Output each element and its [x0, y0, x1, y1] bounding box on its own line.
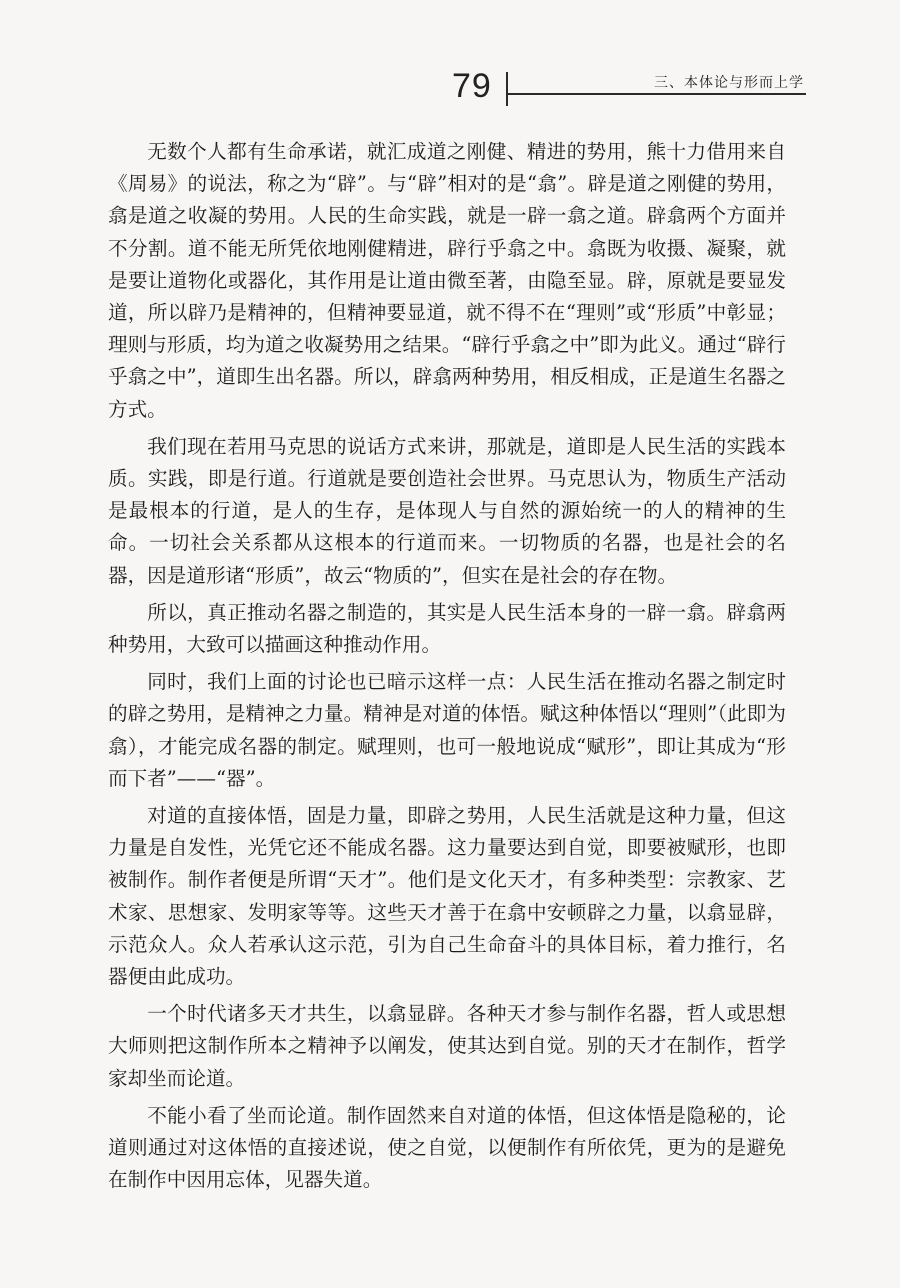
paragraph-3: 所以，真正推动名器之制造的，其实是人民生活本身的一辟一翕。辟翕两种势用，大致可以描画这种推动作用。: [108, 600, 786, 657]
paragraph-5: 对道的直接体悟，固是力量，即辟之势用，人民生活就是这种力量，但这力量是自发性，光凭它还不能成名器。这力量要达到自觉，即要被赋形，也即被制作。制作者便是所谓“天才”。他们是文化天才，有多种类型：宗教家、艺术家、思想家、发明家等等。这些天才善于在翕中安顿辟之力量，以翕显辟，示范众人。众人若承认这示范，引为自己生命奋斗的具体目标，着力推行，名器便由此成功。: [108, 804, 786, 989]
header-horizontal-rule: [506, 93, 806, 95]
paragraph-6: 一个时代诸多天才共生，以翕显辟。各种天才参与制作名器，哲人或思想大师则把这制作所本之精神予以阐发，使其达到自觉。别的天才在制作，哲学家却坐而论道。: [108, 1002, 786, 1090]
running-head: 三、本体论与形而上学: [654, 75, 804, 91]
paragraph-7: 不能小看了坐而论道。制作固然来自对道的体悟，但这体悟是隐秘的，论道则通过对这体悟的直接述说，使之自觉，以便制作有所依凭，更为的是避免在制作中因用忘体，见器失道。: [108, 1103, 786, 1192]
paragraph-1: 无数个人都有生命承诺，就汇成道之刚健、精进的势用，熊十力借用来自《周易》的说法，称之为“辟”。与“辟”相对的是“翕”。辟是道之刚健的势用，翕是道之收凝的势用。人民的生命实践，就是一辟一翕之道。辟翕两个方面并不分割。道不能无所凭依地刚健精进，辟行乎翕之中。翕既为收摄、凝聚，就是要让道物化或器化，其作用是让道由微至著，由隐至显。辟，原就是要显发道，所以辟乃是精神的，但精神要显道，就不得不在“理则”或“形质”中彰显；理则与形质，均为道之收凝势用之结果。“辟行乎翕之中”即为此义。通过“辟行乎翕之中”，道即生出名器。所以，辟翕两种势用，相反相成，正是道生名器之方式。: [108, 140, 786, 421]
header-vertical-rule: [506, 72, 508, 106]
body-text: [108, 136, 786, 1202]
paragraph-2: 我们现在若用马克思的说话方式来讲，那就是，道即是人民生活的实践本质。实践，即是行道。行道就是要创造社会世界。马克思认为，物质生产活动是最根本的行道，是人的生存，是体现人与自然的源始统一的人的精神的生命。一切社会关系都从这根本的行道而来。一切物质的名器，也是社会的名器，因是道形诸“形质”，故云“物质的”，但实在是社会的存在物。: [108, 434, 786, 587]
paragraph-4: 同时，我们上面的讨论也已暗示这样一点：人民生活在推动名器之制定时的辟之势用，是精神之力量。精神是对道的体悟。赋这种体悟以“理则”（此即为翕），才能完成名器的制定。赋理则，也可一般地说成“赋形”，即让其成为“形而下者”——“器”。: [108, 670, 786, 790]
page-number: 79: [452, 67, 492, 105]
